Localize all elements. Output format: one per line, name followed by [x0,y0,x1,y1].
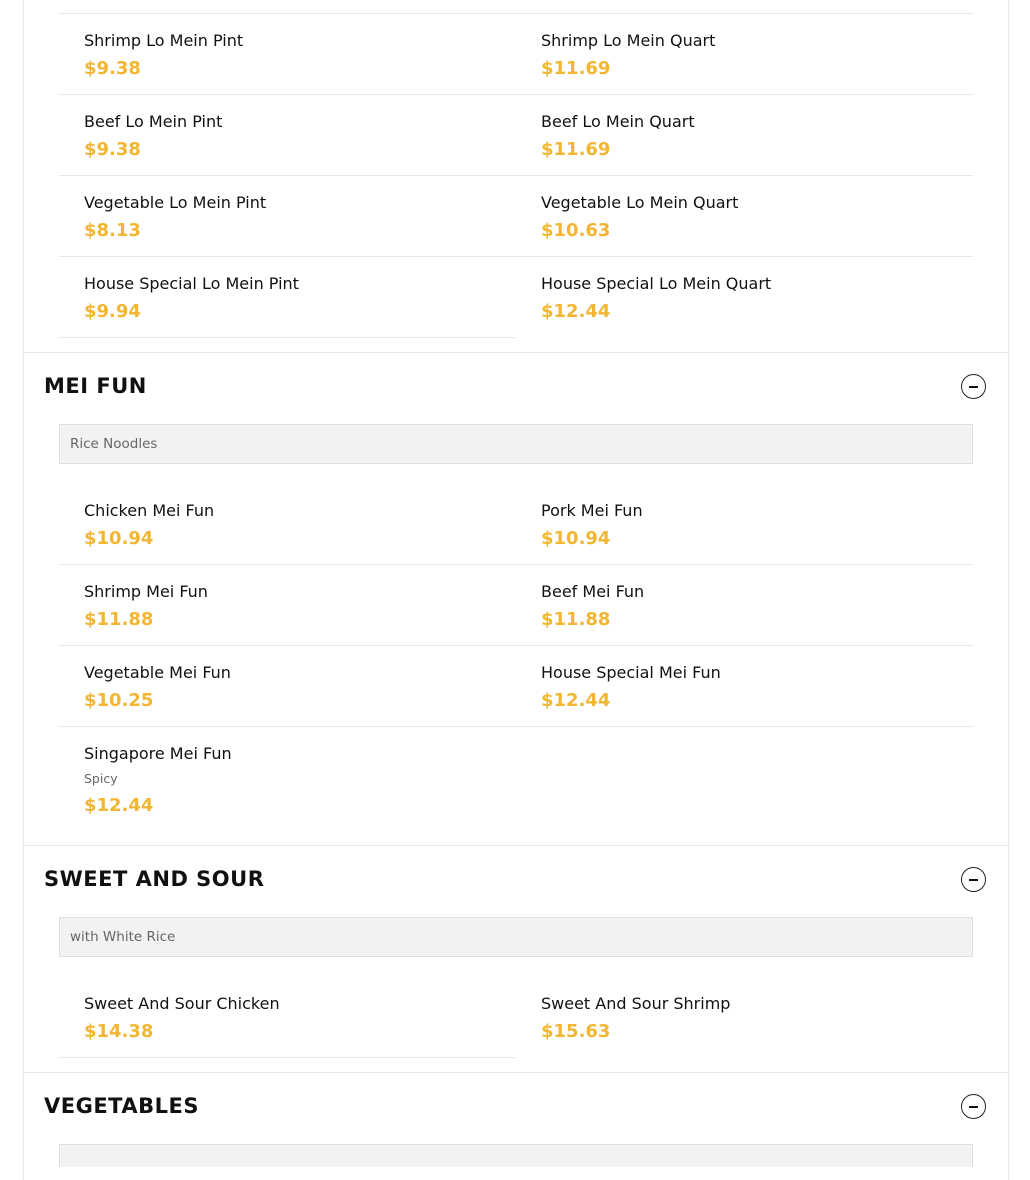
section-note: with White Rice [59,917,973,957]
section-title-sweet-and-sour[interactable]: SWEET AND SOUR [44,867,265,891]
collapse-button-vegetables[interactable] [961,1094,986,1119]
item-name: Pork Mei Fun [541,501,643,520]
item-price: $12.44 [541,690,611,711]
item-divider [59,645,973,646]
item-price: $11.88 [84,609,154,630]
item-divider [59,726,973,727]
item-name: House Special Lo Mein Quart [541,274,772,293]
item-name: Beef Lo Mein Pint [84,112,223,131]
item-price: $9.38 [84,139,141,160]
item-name: Vegetable Mei Fun [84,663,231,682]
item-name: Shrimp Mei Fun [84,582,208,601]
item-name: Shrimp Lo Mein Pint [84,31,244,50]
item-price: $12.44 [84,795,154,816]
section-divider [24,845,1008,846]
minus-circle-icon [969,386,978,388]
item-name: Vegetable Lo Mein Pint [84,193,267,212]
item-divider [59,1057,516,1058]
item-divider [59,337,516,338]
section-note: Rice Noodles [59,424,973,464]
item-name: Singapore Mei Fun [84,744,232,763]
item-price: $10.25 [84,690,154,711]
item-price: $10.63 [541,220,611,241]
item-price: $8.13 [84,220,141,241]
item-divider [59,256,973,257]
item-name: House Special Lo Mein Pint [84,274,299,293]
item-name: Sweet And Sour Shrimp [541,994,731,1013]
item-name: House Special Mei Fun [541,663,721,682]
minus-circle-icon [969,879,978,881]
item-price: $9.94 [84,301,141,322]
item-description: Spicy [84,771,118,786]
item-name: Beef Mei Fun [541,582,645,601]
item-price: $10.94 [84,528,154,549]
item-name: Shrimp Lo Mein Quart [541,31,716,50]
collapse-button-sweet-and-sour[interactable] [961,867,986,892]
item-name: Vegetable Lo Mein Quart [541,193,739,212]
item-price: $11.88 [541,609,611,630]
item-name: Chicken Mei Fun [84,501,215,520]
section-title-vegetables[interactable]: VEGETABLES [44,1094,199,1118]
item-price: $15.63 [541,1021,611,1042]
section-divider [24,352,1008,353]
item-divider [59,94,973,95]
item-name: Beef Lo Mein Quart [541,112,695,131]
item-divider [59,564,973,565]
minus-circle-icon [969,1106,978,1108]
item-price: $9.38 [84,58,141,79]
section-divider [24,1072,1008,1073]
item-divider [59,13,973,14]
collapse-button-mei-fun[interactable] [961,374,986,399]
item-price: $11.69 [541,139,611,160]
item-divider [59,175,973,176]
item-price: $12.44 [541,301,611,322]
section-title-mei-fun[interactable]: MEI FUN [44,374,147,398]
item-price: $10.94 [541,528,611,549]
item-price: $14.38 [84,1021,154,1042]
item-name: Sweet And Sour Chicken [84,994,280,1013]
item-price: $11.69 [541,58,611,79]
